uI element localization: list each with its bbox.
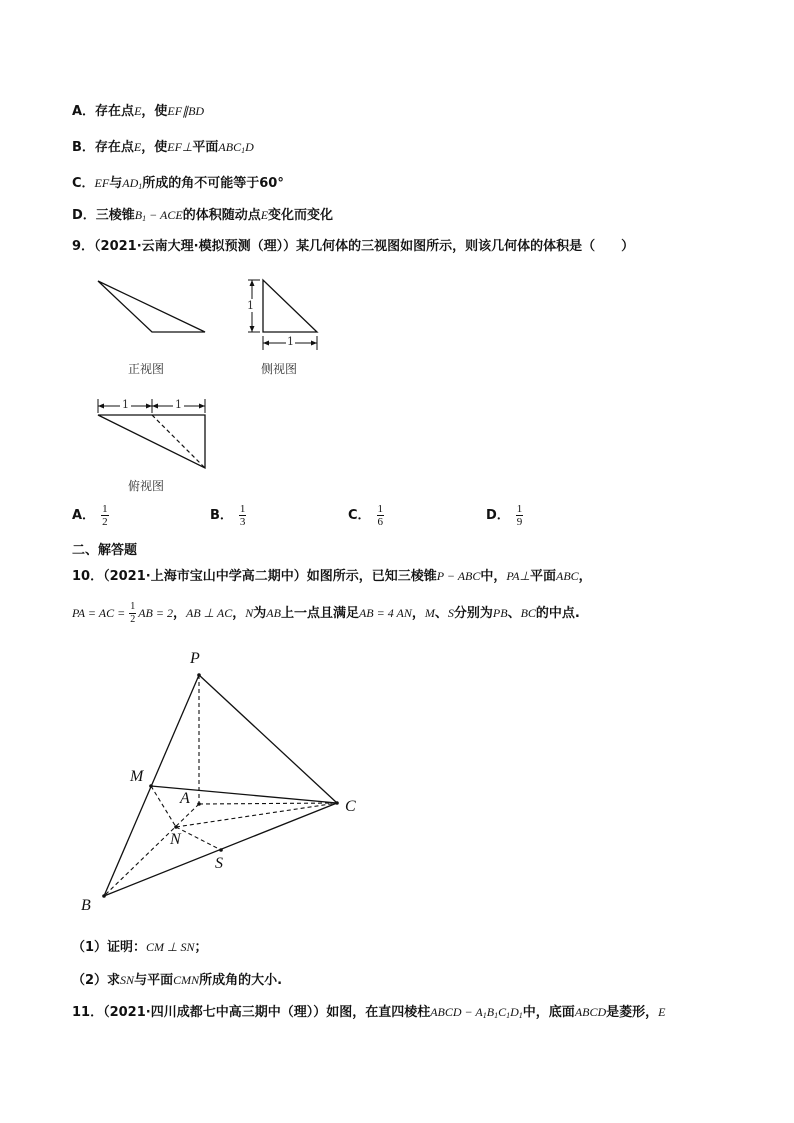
side-width-label: 1 — [287, 335, 294, 348]
edge-MC — [151, 786, 337, 803]
edge-NS — [176, 827, 221, 850]
edge-AB — [104, 804, 199, 896]
vertex-label-S: S — [215, 855, 223, 872]
q9-stem: 9．（2021·云南大理·模拟预测（理））某几何体的三视图如图所示，则该几何体的体积是（ ） — [72, 239, 635, 254]
section-heading: 二、解答题 — [72, 543, 138, 558]
front-view-caption: 正视图 — [128, 362, 165, 376]
vertex-label-N: N — [170, 831, 181, 848]
q9-option-c: C． $\frac{1}{6}$ — [348, 503, 384, 528]
vertex-label-B: B — [81, 897, 91, 914]
q10-part2: （2）求SN与平面CMN所成角的大小. — [72, 973, 283, 988]
top-dim-left-label: 1 — [122, 398, 129, 411]
edge-AC — [199, 803, 337, 804]
top-dim-right-label: 1 — [175, 398, 182, 411]
front-view-shape — [98, 281, 205, 332]
side-height-label: 1 — [247, 299, 254, 312]
vertex-label-P: P — [190, 650, 200, 667]
side-view-shape — [263, 280, 317, 332]
top-view-dashed-edge — [152, 415, 205, 468]
q8-option-b: B．存在点E，使EF⊥平面$ABC_1D$ — [72, 140, 254, 155]
top-view-caption: 俯视图 — [128, 479, 165, 493]
q10-part1: （1）证明：CM ⊥ SN； — [72, 940, 208, 955]
q10-pyramid-figure — [0, 640, 420, 920]
q8-option-c: C．EF与$AD_1$所成的角不可能等于60° — [72, 176, 284, 191]
q10-stem-line2: PA = AC = $\frac{1}{2}$ AB = 2，AB ⊥ AC，N为AB上一点且满足AB = 4 AN，M、S分别为PB、BC的中点. — [72, 601, 580, 625]
edge-MN — [151, 786, 176, 827]
q9-option-a: A． $\frac{1}{2}$ — [72, 503, 108, 528]
vertex-label-M: M — [130, 768, 144, 785]
q10-stem-line1: 10．（2021·上海市宝山中学高二期中）如图所示，已知三棱锥P − ABC中，PA⊥平面ABC， — [72, 569, 592, 584]
q8-option-d: D．三棱锥$B_1$ − ACE的体积随动点E变化而变化 — [72, 208, 334, 223]
q9-option-b: B． $\frac{1}{3}$ — [210, 503, 246, 528]
q11-stem: 11．（2021·四川成都七中高三期中（理））如图，在直四棱柱ABCD − $A_1B_1C_1D_1$中，底面ABCD是菱形，E — [72, 1005, 666, 1020]
edge-PC — [199, 675, 337, 803]
edge-NC — [176, 803, 337, 827]
top-view-shape — [98, 415, 205, 468]
side-view-caption: 侧视图 — [261, 362, 298, 376]
q8-option-a: A．存在点E，使EF∥BD — [72, 104, 205, 119]
q9-three-view-figure — [0, 0, 794, 520]
q9-option-d: D． $\frac{1}{9}$ — [486, 503, 523, 528]
vertex-label-C: C — [345, 798, 356, 815]
vertex-label-A: A — [180, 790, 190, 807]
